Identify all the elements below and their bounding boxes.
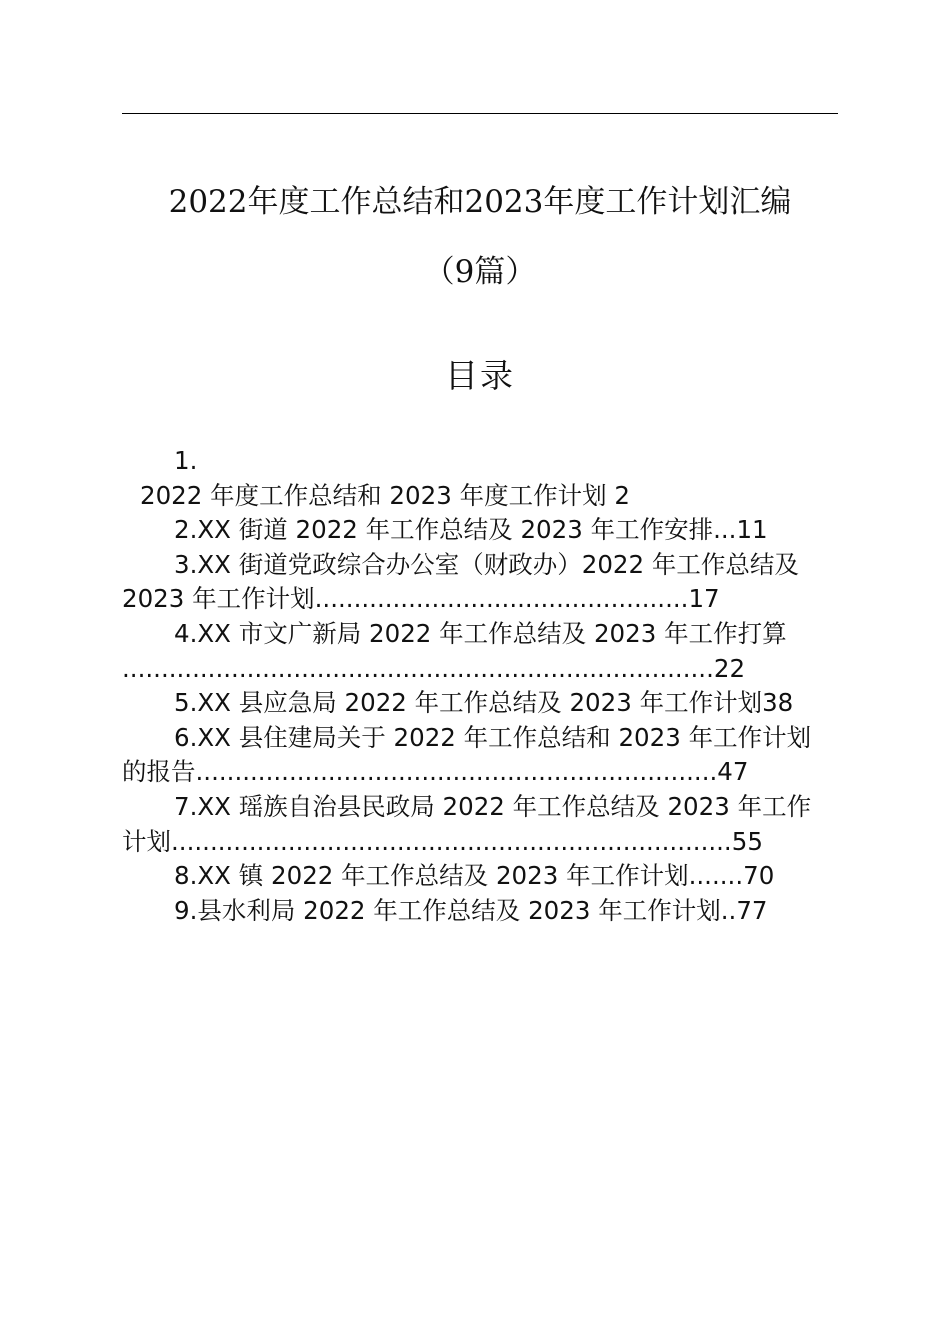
toc-entry-3-line-1[interactable]	[122, 548, 838, 583]
toc-entry-text: 5.XX 县应急局 2022 年工作总结及 2023 年工作计划38	[174, 688, 794, 718]
toc-entry-5[interactable]	[122, 686, 838, 721]
toc-heading: 目录	[445, 356, 515, 395]
toc-entry-text: 计划	[122, 826, 171, 856]
header-rule	[122, 113, 838, 114]
toc-entry-3-line-2[interactable]	[122, 582, 838, 617]
toc-entry-text: 3.XX 街道党政综合办公室（财政办）2022 年工作总结及	[174, 549, 799, 579]
toc-entry-4-line-1[interactable]	[122, 617, 838, 652]
toc-leader-dots: ...	[713, 515, 737, 545]
toc-entry-2[interactable]	[122, 513, 838, 548]
toc-entry-text: 4.XX 市文广新局 2022 年工作总结及 2023 年工作打算	[174, 618, 787, 648]
toc-entry-8[interactable]	[122, 859, 838, 894]
toc-entry-text: 的报告	[122, 757, 196, 787]
toc-entry-text: 9.县水利局 2022 年工作总结及 2023 年工作计划	[174, 895, 721, 925]
toc-entry-1-line-1[interactable]	[122, 444, 838, 479]
toc-leader-dots: ................................................	[314, 584, 689, 614]
toc-entry-text: 2022 年度工作总结和 2023 年度工作计划 2	[140, 480, 630, 510]
toc-entry-6-line-2[interactable]	[122, 755, 838, 790]
toc-entry-text: 2023 年工作计划	[122, 584, 315, 614]
toc-entry-1-line-2[interactable]	[122, 479, 838, 514]
toc-page-number: 17	[688, 584, 720, 614]
toc-entry-text: 2.XX 街道 2022 年工作总结及 2023 年工作安排	[174, 515, 714, 545]
toc-entry-7-line-2[interactable]	[122, 825, 838, 860]
toc-entry-7-line-1[interactable]	[122, 790, 838, 825]
toc-entry-4-line-2[interactable]	[122, 652, 838, 687]
toc-entry-number: 1.	[174, 446, 198, 475]
toc-leader-dots: ........................................................................	[171, 826, 732, 856]
toc-page-number: 70	[743, 861, 775, 891]
document-subtitle: （9篇）	[423, 254, 537, 290]
toc-leader-dots: ..	[720, 895, 737, 925]
toc-leader-dots: ...................................................................	[195, 757, 718, 787]
document-title: 2022年度工作总结和2023年度工作计划汇编	[168, 184, 792, 220]
toc-page-number: 77	[736, 895, 768, 925]
toc-entry-text: 7.XX 瑶族自治县民政局 2022 年工作总结及 2023 年工作	[174, 791, 812, 821]
toc-page-number: 22	[713, 653, 746, 683]
toc-page-number: 47	[717, 757, 749, 787]
toc-page-number: 55	[731, 826, 763, 856]
table-of-contents	[122, 444, 838, 928]
toc-entry-text: 6.XX 县住建局关于 2022 年工作总结和 2023 年工作计划	[174, 722, 812, 752]
toc-entry-6-line-1[interactable]	[122, 721, 838, 756]
toc-entry-text: 8.XX 镇 2022 年工作总结及 2023 年工作计划	[174, 861, 689, 891]
toc-page-number: 11	[736, 515, 768, 545]
toc-entry-9[interactable]	[122, 894, 838, 929]
toc-leader-dots: ............................................................................	[122, 653, 714, 683]
toc-leader-dots: .......	[688, 861, 744, 891]
